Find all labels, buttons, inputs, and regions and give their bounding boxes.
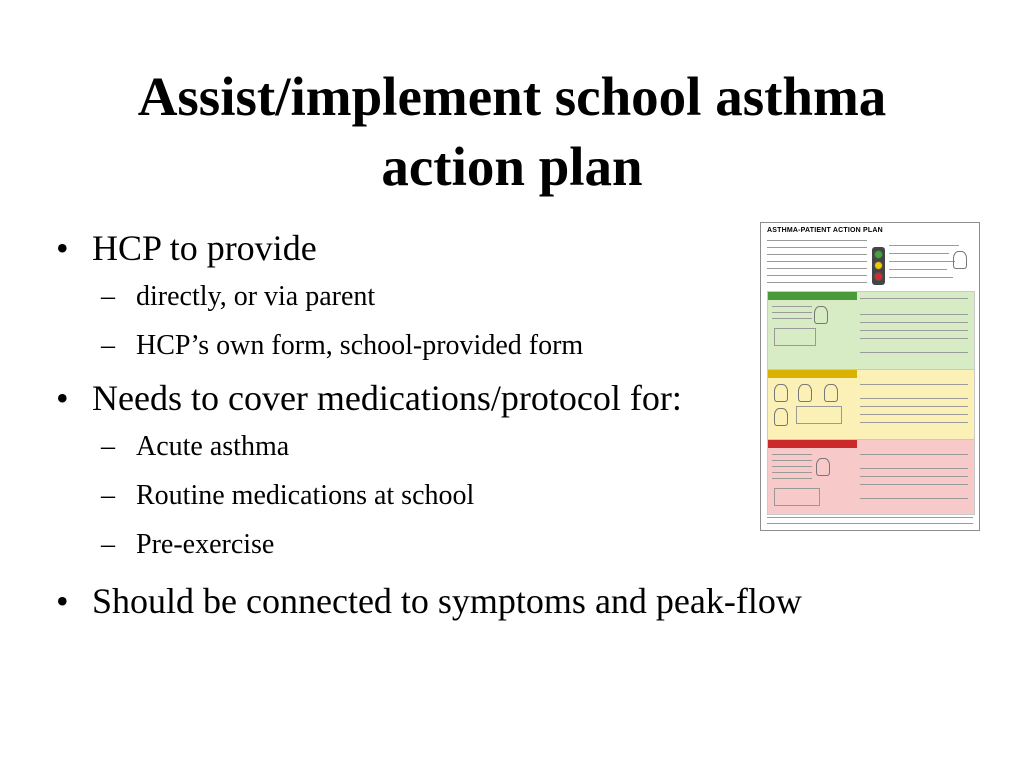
title-line-2: action plan <box>381 136 643 197</box>
bullet-icon: • <box>56 228 69 268</box>
green-zone <box>767 291 975 371</box>
dash-icon: – <box>101 529 115 560</box>
sub-bullet-item: – directly, or via parent <box>56 272 936 321</box>
bullet-icon: • <box>56 378 69 418</box>
form-title: ASTHMA-PATIENT ACTION PLAN <box>767 227 883 234</box>
sub-bullet-item: – Pre-exercise <box>56 520 936 569</box>
dash-icon: – <box>101 281 115 312</box>
red-zone <box>767 439 975 515</box>
dash-icon: – <box>101 480 115 511</box>
bullet-item: • Needs to cover medications/protocol for: <box>56 374 936 422</box>
sub-bullet-item: – Acute asthma <box>56 422 936 471</box>
dash-icon: – <box>101 330 115 361</box>
slide-title <box>0 62 1024 202</box>
sub-bullet-item: – Routine medications at school <box>56 471 936 520</box>
title-line-1: Assist/implement school asthma <box>137 66 887 127</box>
sub-bullet-item: – HCP’s own form, school-provided form <box>56 321 936 370</box>
dash-icon: – <box>101 431 115 462</box>
yellow-zone <box>767 369 975 441</box>
bullet-item: • Should be connected to symptoms and peak-flow <box>56 577 936 625</box>
asthma-action-plan-image <box>760 222 980 531</box>
bullet-icon: • <box>56 581 69 621</box>
bullet-item: • HCP to provide <box>56 224 936 272</box>
